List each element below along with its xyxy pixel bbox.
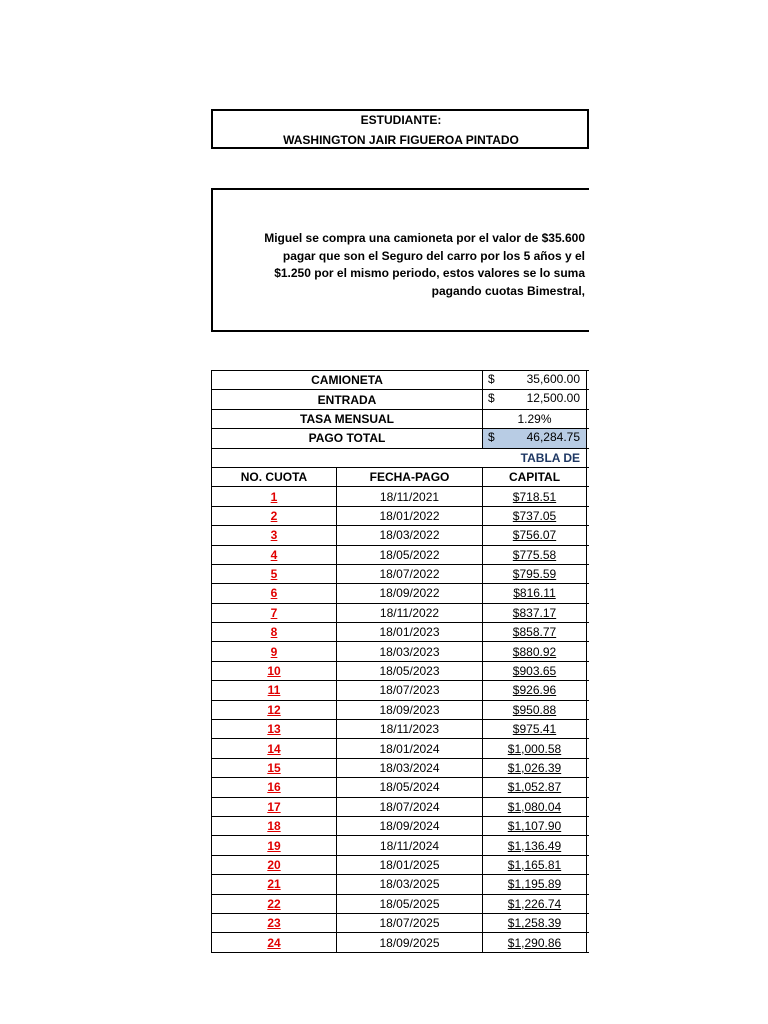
- capital-cell[interactable]: $926.96: [483, 681, 587, 700]
- cuota-number-link[interactable]: 9: [212, 642, 337, 661]
- cuota-number-link[interactable]: 15: [212, 758, 337, 777]
- entrada-value: 12,500.00: [526, 391, 580, 406]
- fecha-pago-cell[interactable]: 18/07/2024: [337, 797, 483, 816]
- fecha-pago-cell[interactable]: 18/05/2023: [337, 661, 483, 680]
- cuota-number-link[interactable]: 12: [212, 700, 337, 719]
- problem-statement-box: [211, 188, 591, 332]
- capital-cell[interactable]: $880.92: [483, 642, 587, 661]
- fecha-pago-cell[interactable]: 18/07/2025: [337, 913, 483, 932]
- capital-cell[interactable]: $1,107.90: [483, 816, 587, 835]
- problem-line: Miguel se compra una camioneta por el valor de $35.600: [264, 231, 585, 245]
- cuota-number-link[interactable]: 7: [212, 603, 337, 622]
- capital-cell[interactable]: $1,290.86: [483, 933, 587, 952]
- cuota-number-link[interactable]: 4: [212, 545, 337, 564]
- capital-cell[interactable]: $816.11: [483, 584, 587, 603]
- cuota-number-link[interactable]: 3: [212, 526, 337, 545]
- pago-total-label: PAGO TOTAL: [212, 429, 483, 448]
- problem-line: pagar que son el Seguro del carro por los 5 años y el: [282, 248, 585, 263]
- fecha-pago-cell[interactable]: 18/11/2022: [337, 603, 483, 622]
- student-label: ESTUDIANTE:: [360, 113, 442, 127]
- student-box: [211, 109, 591, 149]
- fecha-pago-cell[interactable]: 18/03/2025: [337, 875, 483, 894]
- problem-line: $1.250 por el mismo periodo, estos valores se lo suma: [274, 266, 585, 280]
- entrada-value-cell[interactable]: [483, 390, 587, 409]
- pago-total-value: 46,284.75: [526, 430, 580, 445]
- cuota-number-link[interactable]: 20: [212, 855, 337, 874]
- currency-symbol: $: [488, 391, 495, 406]
- capital-cell[interactable]: $950.88: [483, 700, 587, 719]
- fecha-pago-cell[interactable]: 18/07/2022: [337, 564, 483, 583]
- entrada-label: ENTRADA: [212, 390, 483, 409]
- header-cuota: NO. CUOTA: [212, 467, 337, 486]
- fecha-pago-cell[interactable]: 18/05/2025: [337, 894, 483, 913]
- capital-cell[interactable]: $1,080.04: [483, 797, 587, 816]
- capital-cell[interactable]: $775.58: [483, 545, 587, 564]
- cuota-number-link[interactable]: 5: [212, 564, 337, 583]
- problem-statement: [211, 230, 585, 300]
- capital-cell[interactable]: $756.07: [483, 526, 587, 545]
- header-fecha: FECHA-PAGO: [337, 467, 483, 486]
- capital-cell[interactable]: $975.41: [483, 720, 587, 739]
- capital-cell[interactable]: $795.59: [483, 564, 587, 583]
- cuota-number-link[interactable]: 10: [212, 661, 337, 680]
- table-title: TABLA DE: [212, 448, 587, 467]
- capital-cell[interactable]: $1,052.87: [483, 778, 587, 797]
- capital-cell[interactable]: $1,000.58: [483, 739, 587, 758]
- camioneta-value-cell[interactable]: [483, 371, 587, 390]
- fecha-pago-cell[interactable]: 18/05/2024: [337, 778, 483, 797]
- student-name: WASHINGTON JAIR FIGUEROA PINTADO: [283, 133, 519, 147]
- fecha-pago-cell[interactable]: 18/03/2022: [337, 526, 483, 545]
- cuota-number-link[interactable]: 23: [212, 913, 337, 932]
- currency-symbol: $: [488, 430, 495, 445]
- fecha-pago-cell[interactable]: 18/01/2024: [337, 739, 483, 758]
- cuota-number-link[interactable]: 1: [212, 487, 337, 506]
- fecha-pago-cell[interactable]: 18/03/2024: [337, 758, 483, 777]
- cuota-number-link[interactable]: 8: [212, 623, 337, 642]
- tasa-value[interactable]: 1.29%: [483, 409, 587, 428]
- capital-cell[interactable]: $718.51: [483, 487, 587, 506]
- cuota-number-link[interactable]: 2: [212, 506, 337, 525]
- cuota-number-link[interactable]: 24: [212, 933, 337, 952]
- currency-symbol: $: [488, 372, 495, 386]
- cuota-number-link[interactable]: 17: [212, 797, 337, 816]
- capital-cell[interactable]: $858.77: [483, 623, 587, 642]
- camioneta-label: CAMIONETA: [212, 371, 483, 390]
- cuota-number-link[interactable]: 14: [212, 739, 337, 758]
- fecha-pago-cell[interactable]: 18/03/2023: [337, 642, 483, 661]
- capital-cell[interactable]: $1,165.81: [483, 855, 587, 874]
- pago-total-value-cell[interactable]: [483, 429, 587, 448]
- cuota-number-link[interactable]: 16: [212, 778, 337, 797]
- capital-cell[interactable]: $903.65: [483, 661, 587, 680]
- fecha-pago-cell[interactable]: 18/09/2023: [337, 700, 483, 719]
- fecha-pago-cell[interactable]: 18/09/2022: [337, 584, 483, 603]
- fecha-pago-cell[interactable]: 18/09/2024: [337, 816, 483, 835]
- capital-cell[interactable]: $737.05: [483, 506, 587, 525]
- capital-cell[interactable]: $1,195.89: [483, 875, 587, 894]
- problem-line: pagando cuotas Bimestral,: [431, 283, 585, 298]
- student-box-edge: [587, 109, 589, 149]
- capital-cell[interactable]: $1,136.49: [483, 836, 587, 855]
- fecha-pago-cell[interactable]: 18/01/2023: [337, 623, 483, 642]
- fecha-pago-cell[interactable]: 18/01/2025: [337, 855, 483, 874]
- sheet-clip-area: [589, 100, 768, 1000]
- capital-cell[interactable]: $1,026.39: [483, 758, 587, 777]
- fecha-pago-cell[interactable]: 18/11/2021: [337, 487, 483, 506]
- capital-cell[interactable]: $1,226.74: [483, 894, 587, 913]
- cuota-number-link[interactable]: 19: [212, 836, 337, 855]
- camioneta-value: 35,600.00: [526, 372, 580, 386]
- fecha-pago-cell[interactable]: 18/07/2023: [337, 681, 483, 700]
- cuota-number-link[interactable]: 22: [212, 894, 337, 913]
- capital-cell[interactable]: $837.17: [483, 603, 587, 622]
- tasa-label: TASA MENSUAL: [212, 409, 483, 428]
- fecha-pago-cell[interactable]: 18/11/2023: [337, 720, 483, 739]
- header-capital: CAPITAL: [483, 467, 587, 486]
- cuota-number-link[interactable]: 18: [212, 816, 337, 835]
- cuota-number-link[interactable]: 13: [212, 720, 337, 739]
- fecha-pago-cell[interactable]: 18/11/2024: [337, 836, 483, 855]
- cuota-number-link[interactable]: 21: [212, 875, 337, 894]
- cuota-number-link[interactable]: 11: [212, 681, 337, 700]
- fecha-pago-cell[interactable]: 18/01/2022: [337, 506, 483, 525]
- fecha-pago-cell[interactable]: 18/05/2022: [337, 545, 483, 564]
- fecha-pago-cell[interactable]: 18/09/2025: [337, 933, 483, 952]
- capital-cell[interactable]: $1,258.39: [483, 913, 587, 932]
- cuota-number-link[interactable]: 6: [212, 584, 337, 603]
